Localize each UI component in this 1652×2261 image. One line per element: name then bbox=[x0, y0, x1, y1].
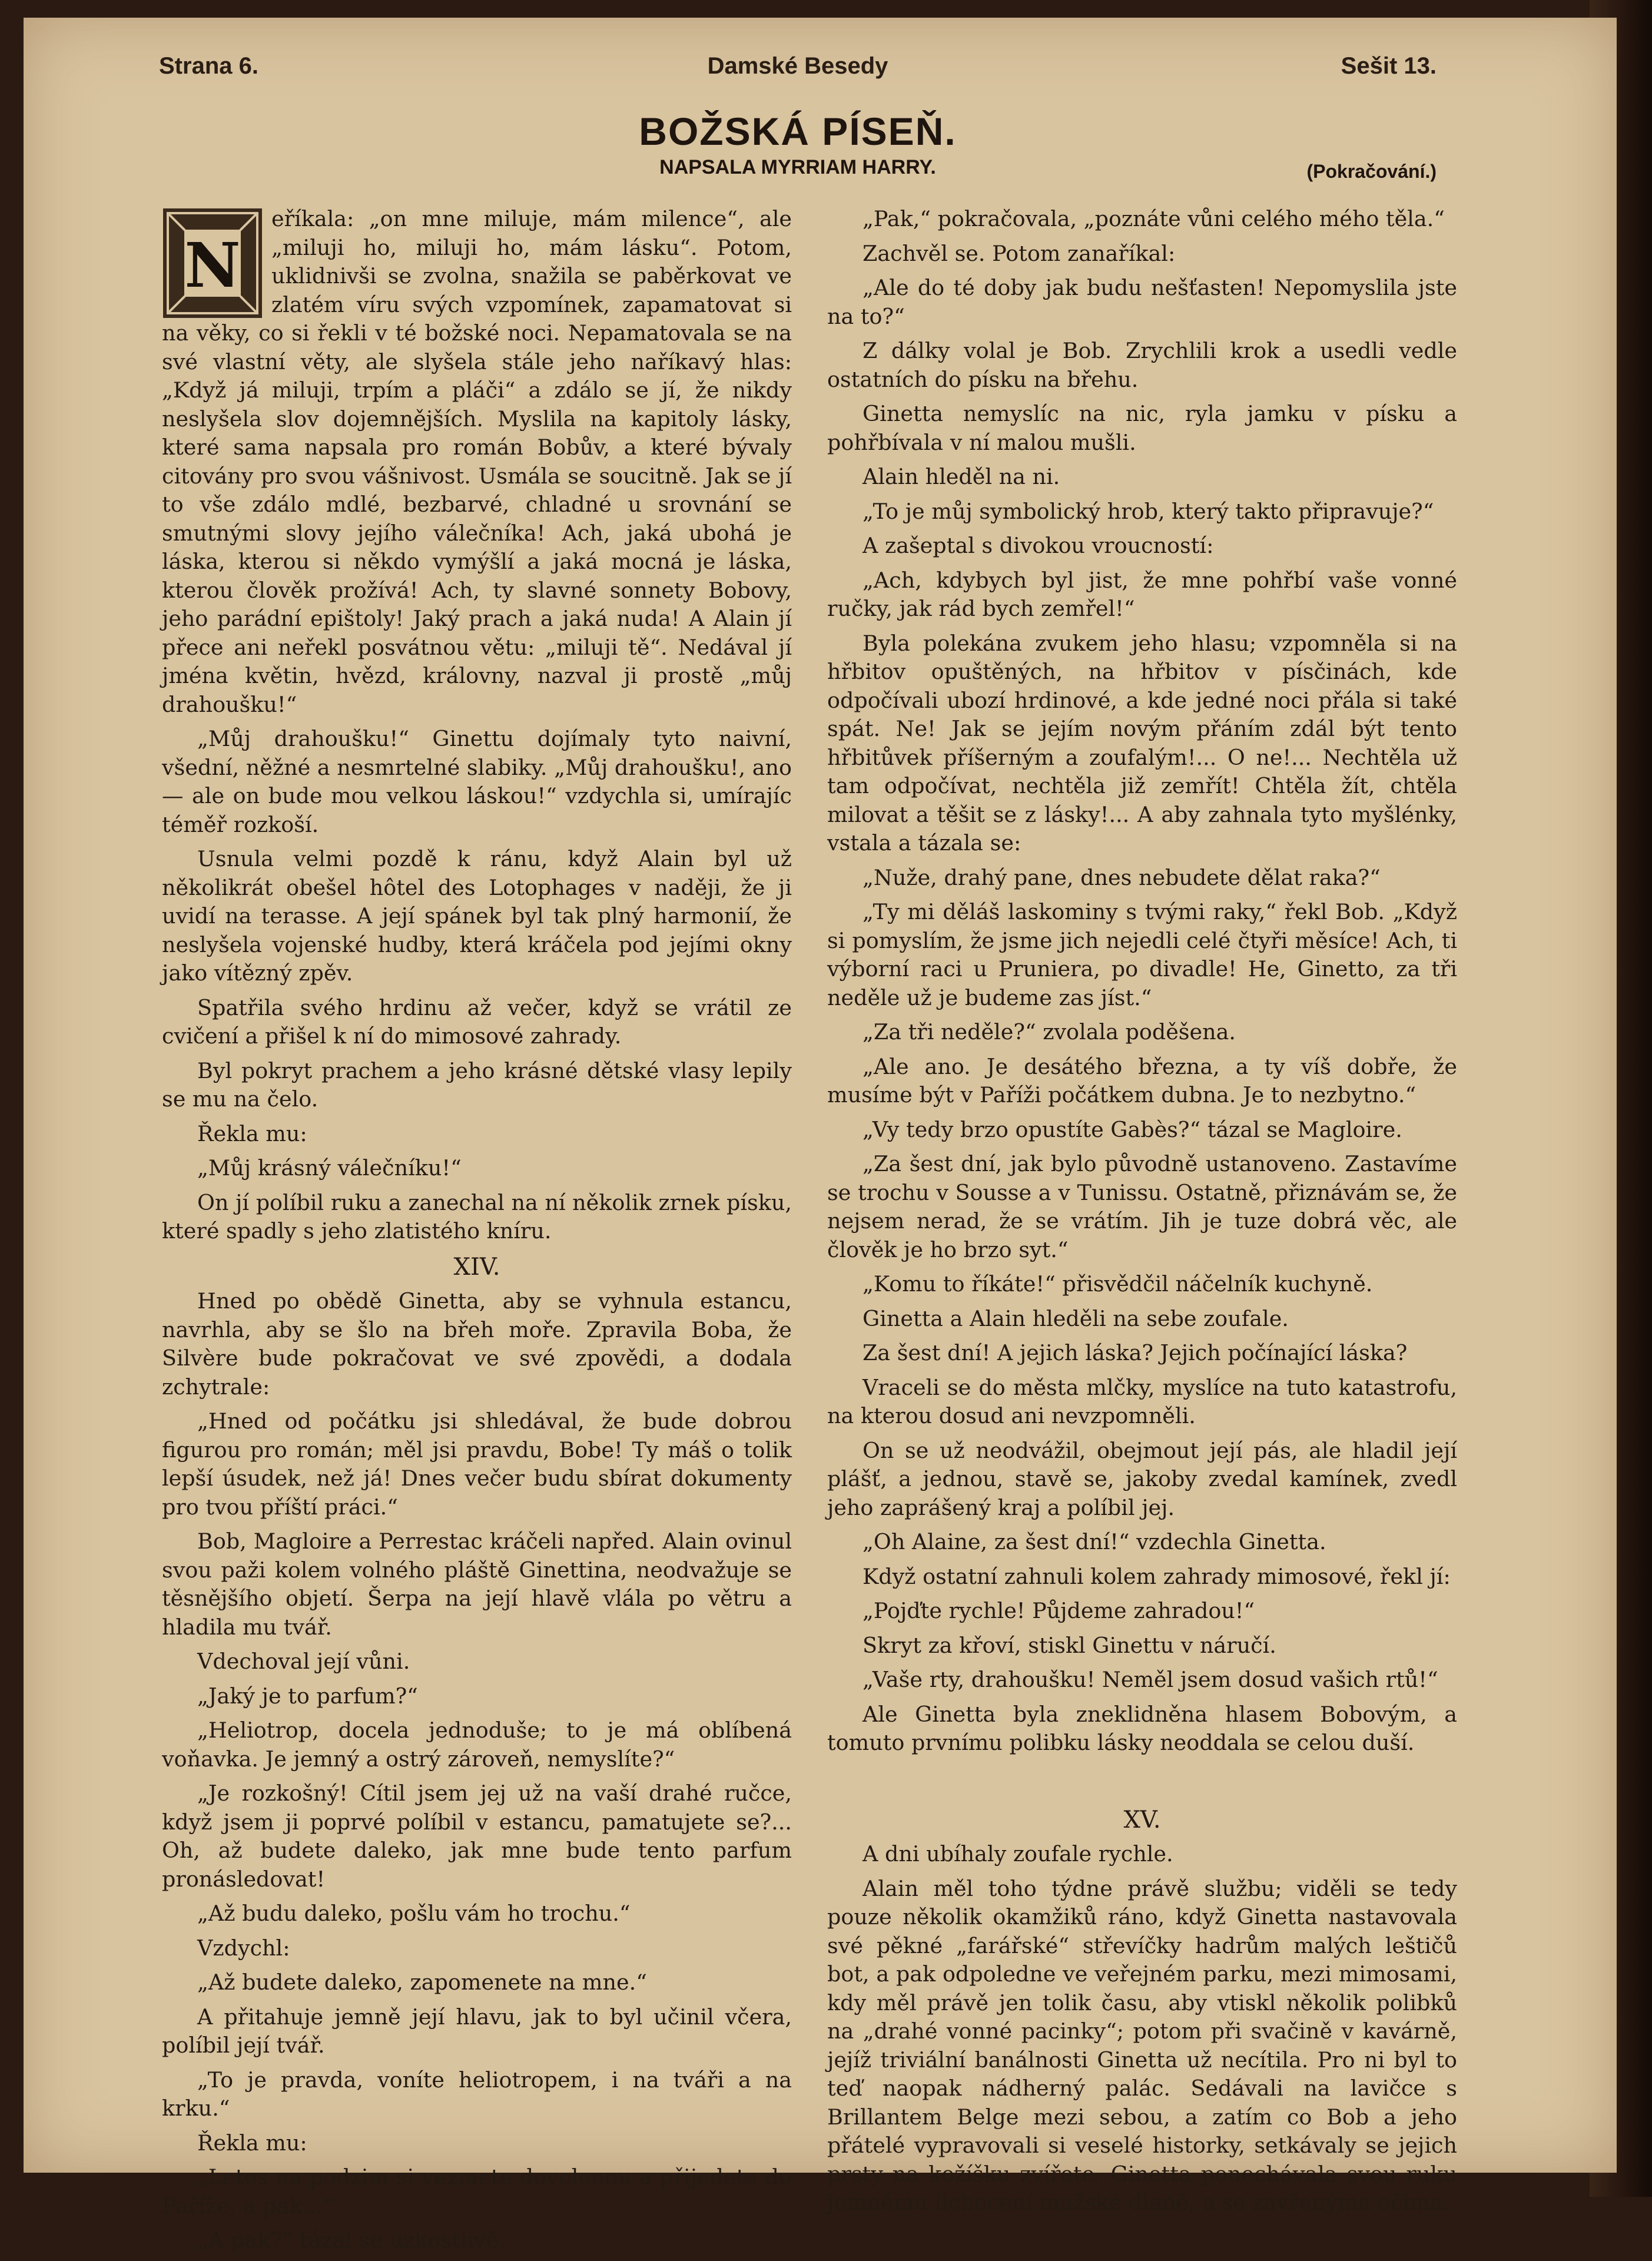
paragraph: „Jaký je to parfum?“ bbox=[197, 1683, 418, 1709]
continued-note: (Pokračování.) bbox=[1306, 161, 1437, 182]
paragraph: On se už neodvážil, obejmout její pás, ale hladil její plášť, a jednou, stavě se, jakoby zvedal kamínek, zvedl jeho zaprášený kraj a políbil jej. bbox=[827, 1437, 1457, 1520]
paragraph: „Můj drahoušku!“ Ginettu dojímaly tyto naivní, všední, něžné a nesmrtelné slabiky. „Můj drahoušku!, ano— ale on bude mou velkou láskou!“ vzdychla si, umírajíc téměř rozkoší. bbox=[162, 726, 792, 837]
paragraph: „Hned od počátku jsi shledával, že bude dobrou figurou pro román; měl jsi pravdu, Bobe! Ty máš o tolik lepší úsudek, než já! Dnes večer budu sbírat dokumenty pro tvou příští práci.“ bbox=[162, 1408, 792, 1520]
chapter-heading: XV. bbox=[1123, 1806, 1161, 1834]
paragraph: Skryt za křoví, stiskl Ginettu v náručí. bbox=[863, 1632, 1276, 1658]
paragraph: „Vaše rty, drahoušku! Neměl jsem dosud vašich rtů!“ bbox=[863, 1667, 1438, 1692]
article-title: BOŽSKÁ PÍSEŇ. bbox=[639, 110, 957, 153]
paragraph: Ale Ginetta byla zneklidněna hlasem Bobovým, a tomuto prvnímu polibku lásky neoddala se celou duší. bbox=[827, 1701, 1457, 1755]
article-heading bbox=[159, 109, 1437, 182]
paragraph: „Pojďte rychle! Půjdeme zahradou!“ bbox=[863, 1598, 1255, 1623]
paragraph: A zašeptal s divokou vroucností: bbox=[863, 533, 1214, 558]
paragraph: „Je rozkošný! Cítil jsem jej už na vaší drahé ručce, když jsem ji poprvé políbil v estancu, pamatujete se?... Oh, až budete daleko, jak mne bude tento parfum pronásledovat! bbox=[162, 1781, 792, 1892]
paragraph: „Letos na podzim si vezmete dovolenou a přijedete do Paříže, a pak...“ bbox=[162, 2164, 792, 2219]
paragraph: Vzdychl: bbox=[197, 1935, 290, 1961]
dropcap-letter: N bbox=[184, 229, 241, 301]
paragraph: „Ale do té doby jak budu nešťasten! Nepomyslila jste na to?“ bbox=[827, 275, 1457, 329]
paragraph: Byl pokryt prachem a jeho krásné dětské vlasy lepily se mu na čelo. bbox=[162, 1057, 792, 1112]
paragraph: Řekla mu: bbox=[197, 2130, 307, 2156]
paragraph: Řekla mu: bbox=[197, 1120, 307, 1146]
paragraph: „To je můj symbolický hrob, který takto připravuje?“ bbox=[863, 498, 1434, 524]
paragraph: „Vy tedy brzo opustíte Gabès?“ tázal se Magloire. bbox=[863, 1116, 1402, 1142]
issue-number: Sešit 13. bbox=[1341, 53, 1437, 79]
paragraph: Alain měl toho týdne právě službu; viděli se tedy pouze několik okamžiků ráno, když Ginetta nastavovala své pěkné „farářské“ střevíčky hadrům malých leštičů bot, a pak odpoledne ve veřejném parku, mezi mimosami, kdy měl právě jen tolik času, aby vtiskl několik polibků na „drahé vonné pacinky“; potom při svačině v kavárně, jejíž triviální banálnosti Ginetta už necítila. Pro ni byl to teď naopak nádherný palác. Sedávali na lavičce s Brillantem Belge mezi sebou, a zatím co Bob a jeho přátelé vypravovali si veselé historky, setkávaly se jejich prsty na kožíšku zvířete. Ginetta ponechávala svou ruku jemnému lichocení mužské dlaně, a se zavřenýma očima. bbox=[827, 1875, 1457, 2215]
paragraph: „Až budu daleko, pošlu vám ho trochu.“ bbox=[197, 1901, 631, 1926]
paragraph: „Pak,“ pokračovala, „poznáte vůni celého mého těla.“ bbox=[863, 206, 1445, 231]
paragraph: „Ale ano. Je desátého března, a ty víš dobře, že musíme být v Paříži počátkem dubna. Je to nezbytno.“ bbox=[827, 1053, 1457, 1108]
paragraph: Z dálky volal je Bob. Zrychlili krok a usedli vedle ostatních do písku na břehu. bbox=[827, 338, 1457, 392]
page-number: Strana 6. bbox=[159, 53, 258, 79]
section-spacer bbox=[827, 1763, 1457, 1799]
paragraph: Hned po obědě Ginetta, aby se vyhnula estancu, navrhla, aby se šlo na břeh moře. Zpravila Boba, že Silvère bude pokračovat ve své zpovědi, a dodala zchytrale: bbox=[162, 1288, 792, 1400]
paragraph: Bob, Magloire a Perrestac kráčeli napřed. Alain ovinul svou paži kolem volného pláště Ginettina, neodvažuje se těsnějšího objetí. Šerpa na její hlavě vlála po větru a hladila mu tvář. bbox=[162, 1529, 792, 1640]
article-byline: NAPSALA MYRRIAM HARRY. bbox=[659, 156, 936, 178]
paragraph: „A pak?“ tázal se úzkostlivě. bbox=[197, 2227, 506, 2253]
paragraph: „Můj krásný válečníku!“ bbox=[197, 1155, 462, 1181]
paragraph: Byla polekána zvukem jeho hlasu; vzpomněla si na hřbitov opuštěných, na hřbitov v písčinách, kde odpočívali ubozí hrdinové, a kde jedné noci přála si také spát. Ne! Jak se jejím novým přáním zdál být tento hřbitůvek příšerným a zoufalým!... O ne!... Nechtěla už tam odpočívat, nechtěla již zemřít! Chtěla žít, chtěla milovat a těšit se z lásky!... A aby zahnala tyto myšlénky, vstala a tázala se: bbox=[827, 630, 1457, 856]
paragraph: Když ostatní zahnuli kolem zahrady mimosové, řekl jí: bbox=[863, 1563, 1451, 1589]
running-header bbox=[159, 41, 1437, 88]
dropcap-ornament-icon bbox=[162, 207, 263, 319]
chapter-heading: XIV. bbox=[453, 1253, 500, 1281]
paragraph: Usnula velmi pozdě k ránu, když Alain byl už několikrát obešel hôtel des Lotophages v naději, že ji uvidí na terasse. A její spánek byl tak plný harmonií, že neslyšela vojenské hudby, která kráčela pod jejími okny jako vítězný zpěv. bbox=[162, 846, 792, 986]
paragraph: „To je pravda, voníte heliotropem, i na tváři a na krku.“ bbox=[162, 2067, 792, 2121]
paragraph: „Ty mi děláš laskominy s tvými raky,“ řekl Bob. „Když si pomyslím, že jsme jich nejedli celé čtyři měsíce! Ach, ti výborní raci u Pruniera, po divadle! He, Ginetto, za tři neděle už je budeme zas jíst.“ bbox=[827, 899, 1457, 1010]
paragraph: „Komu to říkáte!“ přisvědčil náčelník kuchyně. bbox=[863, 1271, 1373, 1297]
paragraph: Vraceli se do města mlčky, myslíce na tuto katastrofu, na kterou dosud ani nevzpomněli. bbox=[827, 1374, 1457, 1428]
paragraph: eříkala: „on mne miluje, mám milence“, ale „miluji ho, miluji ho, mám lásku“. Potom, uklidnivši se zvolna, snažila se paběrkovat ve zlatém víru svých vzpomínek, zapamatovat si na věky, co si řekli v té božské noci. Nepamatovala se na své vlastní věty, ale slyšela stále jeho naříkavý hlas: „Když já miluji, trpím a pláči“ a zdálo se jí, že nikdy neslyšela slov dojemnějších. Myslila na kapitoly lásky, které sama napsala pro román Bobův, a které bývaly citovány pro svou vášnivost. Usmála se soucitně. Jak se jí to vše zdálo mdlé, bezbarvé, chladné u srovnání se smutnými slovy jejího válečníka! Ach, jaká ubohá je láska, kterou si někdo vymýšlí a jaká mocná je láska, kterou člověk prožívá! Ach, ty slavné sonnety Bobovy, jeho parádní epištoly! Jaký prach a jaká nuda! A Alain jí přece ani neřekl posvátnou větu: „miluji tě“. Nedával jí jména květin, hvězd, královny, nazval ji prostě „můj drahoušku!“ bbox=[162, 206, 792, 717]
paragraph: Spatřila svého hrdinu až večer, když se vrátil ze cvičení a přišel k ní do mimosové zahrady. bbox=[162, 994, 792, 1049]
text-column-right bbox=[827, 205, 1457, 2223]
paragraph: Vdechoval její vůni. bbox=[197, 1649, 410, 1674]
text-column-left bbox=[162, 205, 792, 2261]
paragraph: „Za šest dní, jak bylo původně ustanoveno. Zastavíme se trochu v Sousse a v Tunissu. Ostatně, přiznávám se, že nejsem nerad, že se vrátím. Jih je tuze dobrá věc, ale člověk je ho brzo syt.“ bbox=[827, 1151, 1457, 1262]
paragraph: „Oh Alaine, za šest dní!“ vzdechla Ginetta. bbox=[863, 1529, 1326, 1554]
paragraph: „Za tři neděle?“ zvolala poděšena. bbox=[863, 1019, 1236, 1045]
paragraph: Ginetta nemyslíc na nic, ryla jamku v písku a pohřbívala v ní malou mušli. bbox=[827, 401, 1457, 455]
paragraph: „Heliotrop, docela jednoduše; to je má oblíbená voňavka. Je jemný a ostrý zároveň, nemyslíte?“ bbox=[162, 1718, 792, 1772]
ornamental-dropcap bbox=[162, 207, 263, 319]
paragraph: „Ach, kdybych byl jist, že mne pohřbí vaše vonné ručky, jak rád bych zemřel!“ bbox=[827, 567, 1457, 621]
paragraph: A dni ubíhaly zoufale rychle. bbox=[863, 1841, 1173, 1867]
paragraph: „Nuže, drahý pane, dnes nebudete dělat raka?“ bbox=[863, 864, 1381, 890]
paragraph: Za šest dní! A jejich láska? Jejich počínající láska? bbox=[863, 1340, 1408, 1365]
paragraph: „Až budete daleko, zapomenete na mne.“ bbox=[197, 1970, 647, 1995]
paragraph: Alain hleděl na ni. bbox=[863, 464, 1060, 489]
paragraph: On jí políbil ruku a zanechal na ní několik zrnek písku, které spadly s jeho zlatistého kníru. bbox=[162, 1189, 792, 1244]
paragraph: Ginetta a Alain hleděli na sebe zoufale. bbox=[863, 1305, 1289, 1331]
journal-title: Damské Besedy bbox=[707, 53, 888, 79]
paragraph: Zachvěl se. Potom zanaříkal: bbox=[863, 240, 1176, 266]
paragraph: A přitahuje jemně její hlavu, jak to byl učinil včera, políbil její tvář. bbox=[162, 2004, 792, 2058]
